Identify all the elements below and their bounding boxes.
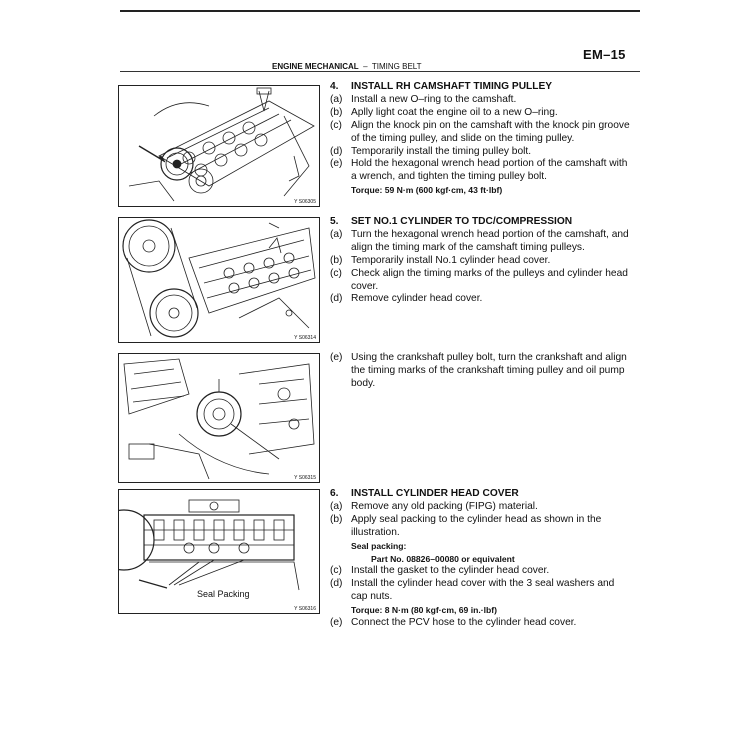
section-title: 5. SET NO.1 CYLINDER TO TDC/COMPRESSION: [330, 216, 573, 227]
step-item: (a) Install a new O–ring to the camshaft.: [330, 93, 517, 105]
part-number: Part No. 08826–00080 or equivalent: [371, 553, 515, 564]
step-item: (c) Install the gasket to the cylinder head cover.: [330, 565, 550, 577]
figure-crankshaft-timing: [118, 353, 320, 483]
step-item: (a) Turn the hexagonal wrench head portion of the camshaft, and align the timing mark of the camshaft timing pulleys.: [330, 228, 629, 253]
section-title: 4. INSTALL RH CAMSHAFT TIMING PULLEY: [330, 81, 553, 92]
step-item: (e) Hold the hexagonal wrench head portion of the camshaft with a wrench, and tighten the timing pulley bolt.: [330, 158, 628, 183]
figure-tdc-timing-marks: [118, 217, 320, 343]
step-item: (b) Temporarily install No.1 cylinder head cover.: [330, 254, 551, 266]
page-number: EM–15: [583, 47, 626, 62]
tdc-timing-illustration: [119, 218, 319, 342]
page-header: [272, 62, 422, 71]
section-6: [330, 488, 630, 630]
torque-spec: Torque: 59 N·m (600 kgf·cm, 43 ft·lbf): [351, 185, 503, 196]
section-4: [330, 81, 630, 197]
header-topic: TIMING BELT: [371, 62, 422, 71]
camshaft-pulley-illustration: [119, 86, 319, 206]
top-rule: [120, 10, 640, 12]
figure-code: Y S06316: [294, 606, 316, 612]
figure-seal-packing: [118, 489, 320, 614]
step-item: (c) Align the knock pin on the camshaft with the knock pin groove of the timing pulley, and slide on the timing pulley.: [330, 119, 630, 144]
step-item: (e) Connect the PCV hose to the cylinder head cover.: [330, 617, 577, 629]
step-item: (c) Check align the timing marks of the pulleys and cylinder head cover.: [330, 267, 628, 292]
step-item: (b) Aplly light coat the engine oil to a new O–ring.: [330, 106, 558, 118]
step-item: (d) Remove cylinder head cover.: [330, 293, 483, 305]
figure-code: Y S06305: [294, 199, 316, 205]
seal-packing-callout: Seal Packing: [197, 589, 250, 599]
figure-code: Y S06315: [294, 475, 316, 481]
section-5: [330, 216, 630, 306]
section-title: 6. INSTALL CYLINDER HEAD COVER: [330, 488, 519, 499]
step-item: (e) Using the crankshaft pulley bolt, turn the crankshaft and align the timing marks of the crankshaft timing pulley and oil pump body.: [330, 352, 627, 389]
crankshaft-timing-illustration: [119, 354, 319, 482]
torque-spec: Torque: 8 N·m (80 kgf·cm, 69 in.·lbf): [351, 605, 497, 616]
step-item: (b) Apply seal packing to the cylinder head as shown in the illustration.: [330, 513, 602, 538]
header-rule: [120, 71, 640, 72]
section-5-step-e: [330, 352, 630, 391]
header-dash: –: [363, 62, 368, 71]
step-item: (d) Install the cylinder head cover with the 3 seal washers and cap nuts.: [330, 578, 615, 603]
step-item: (d) Temporarily install the timing pulley bolt.: [330, 145, 532, 157]
figure-camshaft-pulley: [118, 85, 320, 207]
figure-code: Y S06314: [294, 335, 316, 341]
step-item: (a) Remove any old packing (FIPG) material.: [330, 500, 538, 512]
seal-packing-label: Seal packing:: [351, 540, 407, 551]
header-section: ENGINE MECHANICAL: [272, 62, 359, 71]
